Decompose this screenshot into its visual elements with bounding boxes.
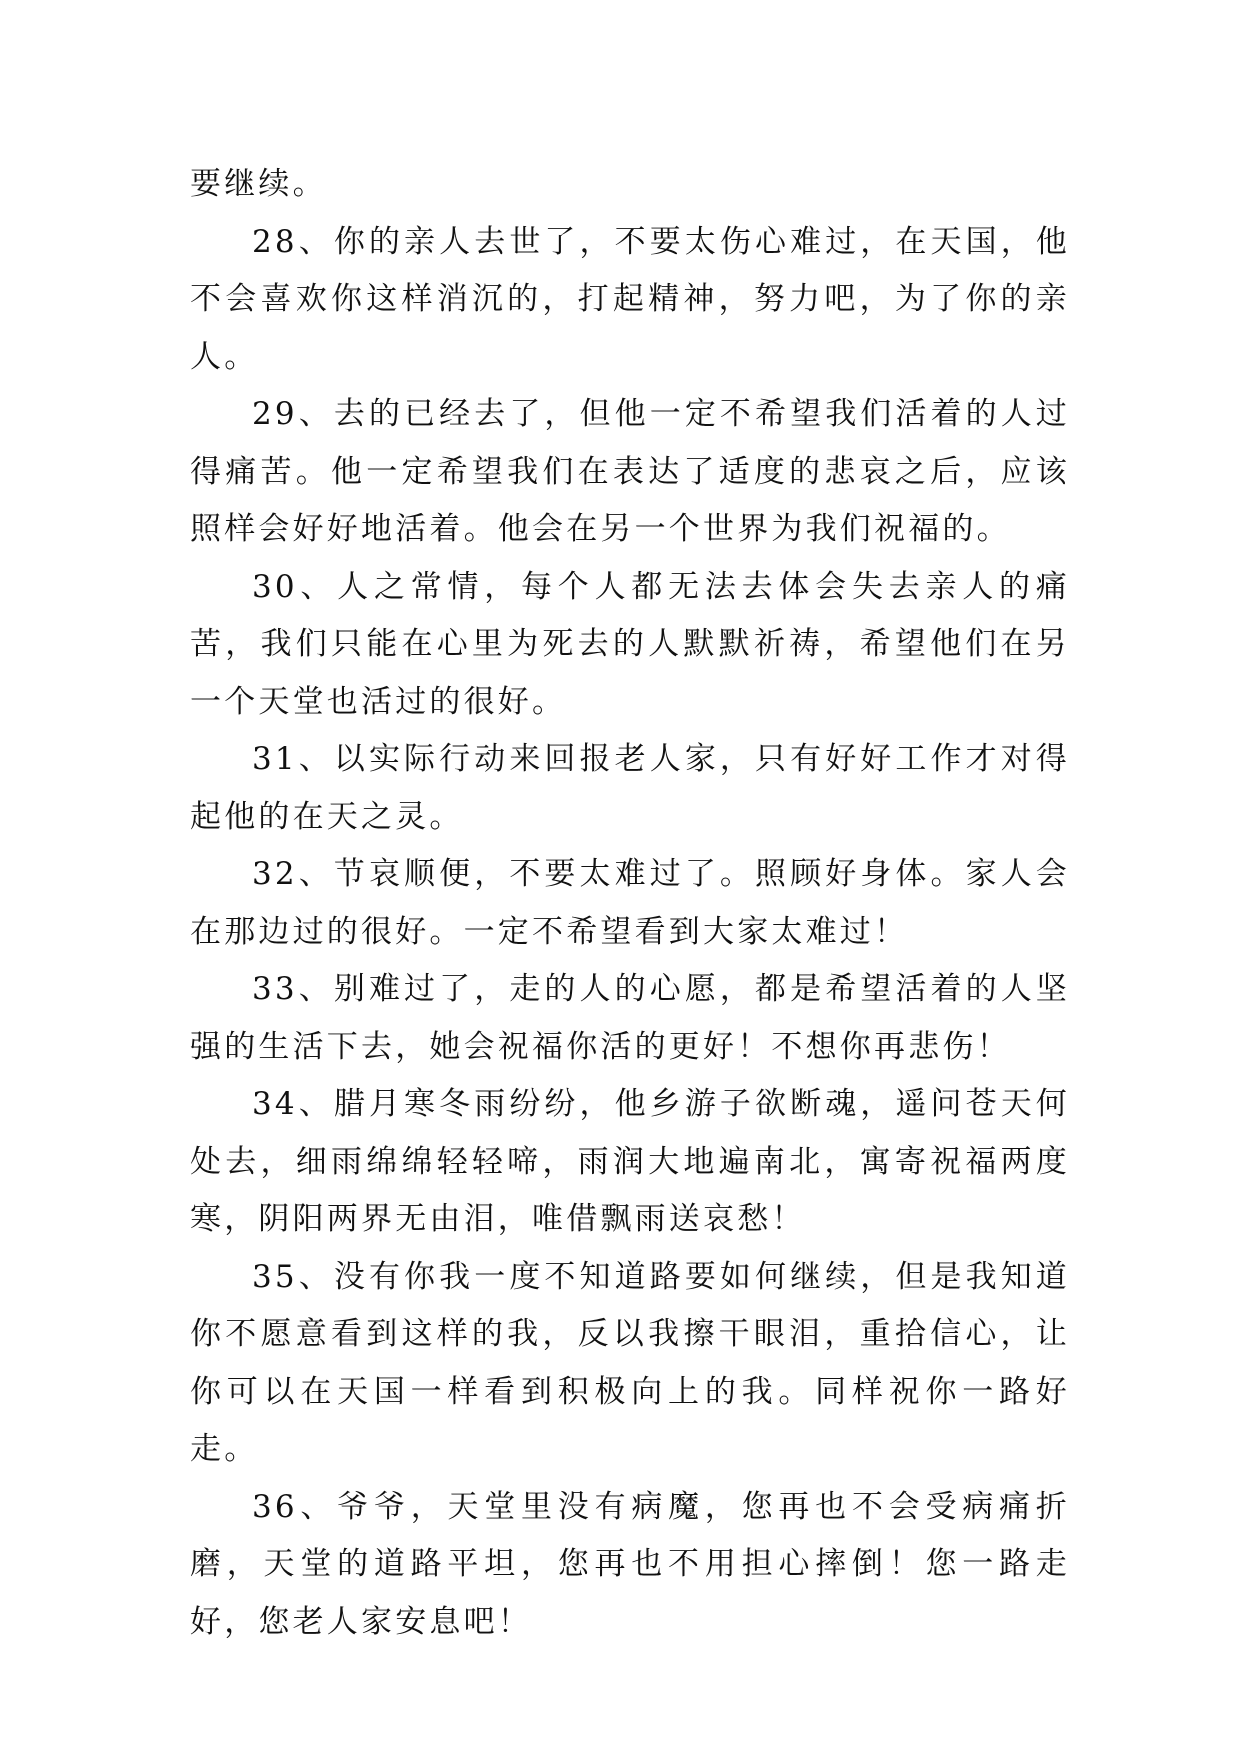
paragraph-32: 32、节哀顺便，不要太难过了。照顾好身体。家人会在那边过的很好。一定不希望看到大家太难过！ <box>190 856 1070 950</box>
paragraph-34: 34、腊月寒冬雨纷纷，他乡游子欲断魂，遥问苍天何处去，细雨绵绵轻轻啼，雨润大地遍南北，寓寄祝福两度寒，阴阳两界无由泪，唯借飘雨送哀愁！ <box>190 1086 1070 1237</box>
paragraph-33: 33、别难过了，走的人的心愿，都是希望活着的人坚强的生活下去，她会祝福你活的更好！不想你再悲伤！ <box>190 971 1070 1065</box>
paragraph-29: 29、去的已经去了，但他一定不希望我们活着的人过得痛苦。他一定希望我们在表达了适度的悲哀之后，应该照样会好好地活着。他会在另一个世界为我们祝福的。 <box>190 396 1070 547</box>
paragraph-31: 31、以实际行动来回报老人家，只有好好工作才对得起他的在天之灵。 <box>190 741 1070 835</box>
paragraph-36: 36、爷爷，天堂里没有病魔，您再也不会受病痛折磨，天堂的道路平坦，您再也不用担心摔倒！您一路走好，您老人家安息吧！ <box>190 1488 1070 1640</box>
paragraph-continuation: 要继续。 <box>190 166 327 202</box>
paragraph-35: 35、没有你我一度不知道路要如何继续，但是我知道你不愿意看到这样的我，反以我擦干眼泪，重拾信心，让你可以在天国一样看到积极向上的我。同样祝你一路好走。 <box>190 1258 1070 1467</box>
paragraph-28: 28、你的亲人去世了，不要太伤心难过，在天国，他不会喜欢你这样消沉的，打起精神，努力吧，为了你的亲人。 <box>190 223 1070 375</box>
paragraph-30: 30、人之常情，每个人都无法去体会失去亲人的痛苦，我们只能在心里为死去的人默默祈祷，希望他们在另一个天堂也活过的很好。 <box>190 568 1070 720</box>
document-body <box>190 156 1070 1651</box>
